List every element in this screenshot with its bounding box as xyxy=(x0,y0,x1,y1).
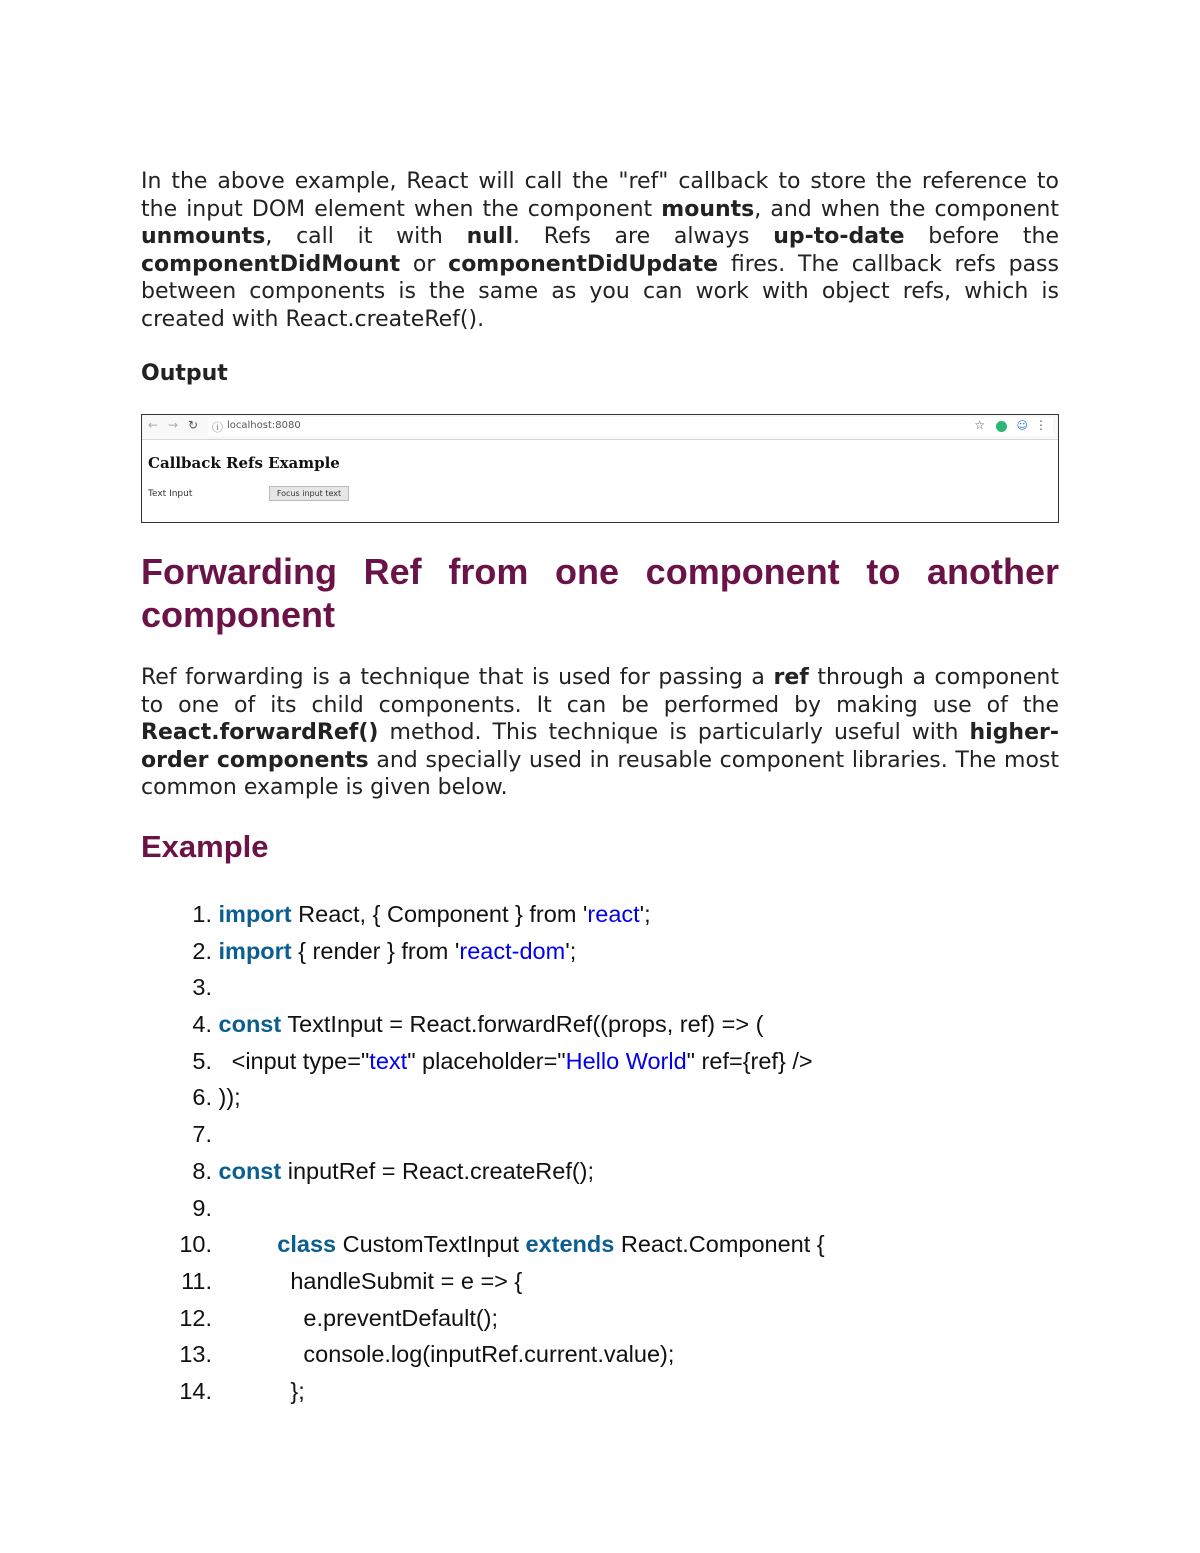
bookmark-star-icon: ☆ xyxy=(974,418,985,432)
extension-icon xyxy=(996,421,1007,432)
section-heading-line-2: component xyxy=(141,594,335,635)
menu-dots-icon: ⋮ xyxy=(1035,418,1047,432)
intro-text-2: , and when the component xyxy=(754,196,1059,222)
code-text: e.preventDefault(); xyxy=(218,1304,499,1331)
code-text: TextInput = React.forwardRef((props, ref) => ( xyxy=(281,1011,764,1038)
line-number: 4. xyxy=(192,1011,212,1038)
intro-paragraph xyxy=(141,168,1059,333)
code-line xyxy=(177,1373,305,1410)
code-line xyxy=(177,1043,813,1080)
code-text: }; xyxy=(218,1377,305,1404)
code-line xyxy=(177,1006,764,1043)
code-text: '; xyxy=(565,937,577,964)
code-line xyxy=(177,1300,499,1337)
address-url: localhost:8080 xyxy=(227,420,301,431)
code-text: { render } from ' xyxy=(291,937,460,964)
intro-text-6: or xyxy=(400,251,449,277)
code-line xyxy=(177,1079,241,1116)
code-line xyxy=(177,1226,825,1263)
line-number: 10. xyxy=(179,1231,212,1258)
line-number: 7. xyxy=(192,1121,212,1148)
code-line xyxy=(177,1336,675,1373)
intro-bold-null: null xyxy=(466,224,513,249)
code-text: React.Component { xyxy=(614,1231,825,1258)
forward-bold-ref: ref xyxy=(773,665,809,690)
code-line xyxy=(177,1190,212,1227)
code-text: inputRef = React.createRef(); xyxy=(281,1157,595,1184)
code-text: console.log(inputRef.current.value); xyxy=(218,1341,675,1368)
code-text: " placeholder=" xyxy=(407,1047,566,1074)
browser-screenshot xyxy=(141,414,1059,523)
intro-bold-up-to-date: up-to-date xyxy=(773,224,905,249)
code-keyword: import xyxy=(218,901,292,927)
code-string: text xyxy=(369,1047,408,1074)
code-keyword: extends xyxy=(525,1231,615,1258)
line-number: 14. xyxy=(179,1377,212,1404)
example-heading: Example xyxy=(141,829,269,864)
code-text: React, { Component } from ' xyxy=(291,901,588,927)
forward-paragraph xyxy=(141,664,1059,802)
intro-bold-componentdidmount: componentDidMount xyxy=(141,251,401,277)
back-arrow-icon: ← xyxy=(148,418,159,432)
code-line xyxy=(177,1116,212,1153)
code-string: react xyxy=(587,901,640,927)
code-keyword: class xyxy=(277,1231,337,1258)
document-page xyxy=(141,168,1060,1404)
code-indent xyxy=(219,1231,278,1257)
intro-text-7: fires. The callback refs pass between components is the same as you can work with object refs, which is created with React.createRef(). xyxy=(141,251,1059,332)
intro-text-5: before the xyxy=(904,224,1059,249)
forward-arrow-icon: → xyxy=(168,418,179,432)
forward-bold-hoc: higher-order components xyxy=(141,720,1059,773)
intro-bold-componentdidupdate: componentDidUpdate xyxy=(448,251,719,277)
screenshot-field-label: Text Input xyxy=(148,489,193,499)
code-text: handleSubmit = e => { xyxy=(218,1267,523,1294)
profile-icon: ☺ xyxy=(1016,419,1028,432)
line-number: 2. xyxy=(192,937,212,964)
line-number: 11. xyxy=(181,1267,212,1294)
code-line xyxy=(177,1153,595,1190)
forward-text-4: and specially used in reusable component libraries. The most common example is given below. xyxy=(141,747,1059,800)
section-heading xyxy=(141,550,1059,636)
forward-text-3: method. This technique is particularly useful with xyxy=(378,720,970,745)
line-number: 3. xyxy=(192,974,212,1001)
code-text: <input type=" xyxy=(218,1047,370,1074)
forward-bold-forwardref: React.forwardRef() xyxy=(141,720,379,745)
intro-bold-mounts: mounts xyxy=(661,196,755,222)
code-listing xyxy=(177,896,825,1410)
line-number: 12. xyxy=(179,1304,212,1331)
line-number: 13. xyxy=(179,1341,212,1368)
reload-icon: ↻ xyxy=(188,418,199,432)
code-string: react-dom xyxy=(459,937,566,964)
line-number: 9. xyxy=(192,1194,212,1221)
intro-text-3: , call it with xyxy=(265,224,467,249)
browser-toolbar xyxy=(142,415,1058,440)
line-number: 8. xyxy=(192,1157,212,1184)
code-line xyxy=(177,896,651,933)
code-line xyxy=(177,969,212,1006)
forward-text-2: through a component to one of its child components. It can be performed by making use of the xyxy=(141,665,1060,718)
intro-text-4: . Refs are always xyxy=(512,224,774,249)
intro-bold-unmounts: unmounts xyxy=(141,224,266,249)
code-line xyxy=(177,933,577,970)
forward-text-1: Ref forwarding is a technique that is used for passing a xyxy=(141,665,774,690)
intro-text-1: In the above example, React will call the "ref" callback to store the reference to the input DOM element when the component xyxy=(141,169,1059,222)
info-icon: ⓘ xyxy=(212,421,223,434)
code-line xyxy=(177,1263,523,1300)
code-text: " ref={ref} /> xyxy=(686,1047,813,1074)
code-text: )); xyxy=(218,1084,241,1111)
code-string: Hello World xyxy=(565,1047,687,1074)
address-bar xyxy=(208,417,1053,436)
screenshot-focus-button: Focus input text xyxy=(269,486,349,501)
code-keyword: const xyxy=(218,1157,282,1184)
output-label: Output xyxy=(141,361,228,386)
code-text: CustomTextInput xyxy=(336,1231,526,1258)
section-heading-line-1: Forwarding Ref from one component to another xyxy=(141,551,1059,592)
line-number: 1. xyxy=(192,901,212,927)
code-keyword: const xyxy=(218,1011,282,1038)
line-number: 5. xyxy=(192,1047,212,1074)
screenshot-page-title: Callback Refs Example xyxy=(148,454,340,472)
code-text: '; xyxy=(639,901,651,927)
code-keyword: import xyxy=(218,937,292,964)
line-number: 6. xyxy=(192,1084,212,1111)
